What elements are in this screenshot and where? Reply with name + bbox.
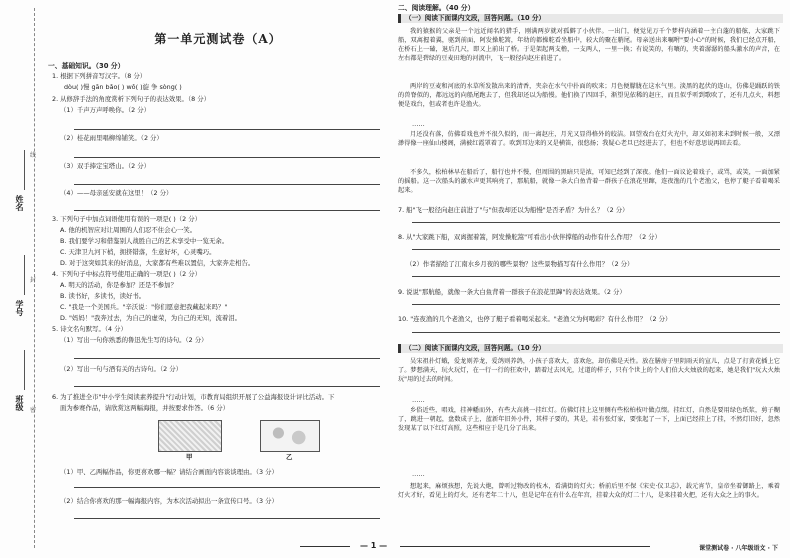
question-3: 3. 下列句子中加点词语使用有误的一项是( )（2 分） bbox=[52, 215, 202, 223]
poster-b-label: 乙 bbox=[286, 453, 293, 461]
footer-book-title: 课堂测试卷 · 八年级语文 · 下 bbox=[699, 545, 778, 552]
seal-mark: 密 bbox=[30, 407, 37, 414]
answer-line[interactable] bbox=[74, 358, 380, 359]
right-column bbox=[398, 0, 780, 540]
question-2-3: （3）双手捧定宝塔山。（2 分） bbox=[60, 162, 151, 170]
class-label: 班级 bbox=[15, 395, 24, 411]
part-1-title: （一）阅读下面课内文段，回答问题。（10 分） bbox=[405, 14, 546, 22]
answer-line[interactable] bbox=[74, 487, 380, 488]
option-b: B. 我们要学习和借鉴别人战胜自己的艺术享受中一览无余。 bbox=[60, 237, 229, 245]
student-number-field[interactable] bbox=[24, 255, 25, 295]
question-7: 7. 船"飞一般径向赵庄前进了"与"但我却还以为船慢"是否矛盾？为什么？（2 分） bbox=[398, 206, 629, 214]
passage-paragraph: 月还没有落，仿佛看戏也并不很久似的，而一离赵庄，月光又显得格外的皎洁。回望戏台在灯火光中，却又如初来未到时候一般，又漂渺得像一座仙山楼阁，满被红霞罩着了。吹到耳边来的又是横笛，很悠扬；我疑心老旦已经进去了，但也不好意思说再回去看。 bbox=[398, 131, 780, 148]
question-2-2: （2）桂花雨里唱柳绵铺笑。（2 分） bbox=[60, 134, 163, 142]
name-field[interactable] bbox=[24, 150, 25, 190]
question-1: 1. 根据下列拼音写汉字。（8 分） bbox=[52, 72, 147, 80]
answer-line[interactable] bbox=[412, 222, 780, 223]
question-2-1: （1）千声万声呼唤你。（2 分） bbox=[60, 106, 151, 114]
option-a: A. 他的机智应对让周围的人们忍不住会心一笑。 bbox=[60, 226, 197, 234]
answer-line[interactable] bbox=[412, 304, 780, 305]
question-4: 4. 下列句子中标点符号使用正确的一项是( )（2 分） bbox=[52, 270, 202, 278]
student-number-label: 学号 bbox=[15, 300, 24, 316]
section-basic-knowledge: 一、基础知识。（30 分） bbox=[48, 62, 125, 70]
poster-b-image bbox=[260, 420, 320, 452]
option-d: D. "妈妈！"我奔过去，为自己的虚荣，为自己的无知，流着泪。 bbox=[60, 314, 242, 322]
question-8: 8. 从"大家跳下船，双离握着篙，阿发操舵篙"可看出小伙伴撑船的动作有什么作用？（2 分） bbox=[398, 233, 661, 241]
seal-mark: 封 bbox=[30, 277, 37, 284]
footer-rule bbox=[400, 546, 650, 547]
ellipsis: …… bbox=[412, 396, 425, 404]
answer-line[interactable] bbox=[412, 332, 780, 333]
seal-mark: 线 bbox=[30, 152, 37, 159]
question-6-1: （1）甲、乙两幅作品，你更喜欢哪一幅？请结合画面内容谈谈理由。（3 分） bbox=[60, 468, 278, 476]
passage-paragraph: 吴宋祖扑灯蛾，爱龙则养龙，爱鸽则养鸽，小孩子喜欢大，喜欢危，却仿佛是天性。放在膳房子里阴雨天的宣儿，点是了打黄花插上它了。梦想满天，玩火玩灯，在一行一行的狂欢中，踏着过去风光，过道的样子，只有个世上的个人们伯大火烛放的起来，她是我们"玩大火烛玩"用的过去的时间。 bbox=[398, 358, 780, 384]
question-2-4: （4）——母亲延安就在这里！（2 分） bbox=[60, 189, 173, 197]
option-c: C. "我是一个美国兵。"辛沃说："你们愿意把我藏起来吗？" bbox=[60, 303, 228, 311]
question-10: 10. "连夜渔的几个老渔父，也停了艇子看着喝采起来。"老渔父为何喝彩？有什么作用？（2 分） bbox=[398, 315, 672, 323]
question-5: 5. 诗文名句默写。（4 分） bbox=[52, 325, 127, 333]
part-1-header bbox=[398, 14, 783, 23]
answer-line[interactable] bbox=[74, 386, 380, 387]
question-5-2: （2）写出一句与酒有关的古诗句。（2 分） bbox=[60, 365, 182, 373]
section-reading: 二、阅读理解。（40 分） bbox=[398, 4, 475, 12]
question-2: 2. 从修辞手法的角度赏析下列句子的表达效果。（8 分） bbox=[52, 95, 211, 103]
passage-paragraph: 两岸的豆麦和河底的水草所发散出来的清香，夹杂在水气中扑面的吹来；月色便朦胧在这水气里。淡黑的起伏的连山，仿佛是踊跃的铁的兽脊似的，都远远的向船尾跑去了，但我却还以为船慢。他们换了四回手，渐望见依稀的赵庄，而且似乎听到歌吹了，还有几点火，料想便是戏台，但或者也许是渔火。 bbox=[398, 83, 780, 109]
left-column bbox=[48, 0, 388, 540]
question-6: 6. 为了推进全市"中小学生阅读素养提升"行动计划，市教育局组织开展了公益海报设计评比活动。下 bbox=[52, 393, 335, 401]
answer-line[interactable] bbox=[412, 276, 780, 277]
class-field[interactable] bbox=[24, 350, 25, 390]
answer-line[interactable] bbox=[74, 210, 380, 211]
answer-line[interactable] bbox=[412, 249, 780, 250]
poster-a-label: 甲 bbox=[186, 453, 193, 461]
question-8-2: （2）作者描绘了江南水乡月夜的哪些景物？这些景物描写有什么作用？（2 分） bbox=[406, 260, 634, 268]
pinyin-row: dòu( )慢 gān bǎo( ) wǒ( )旋 争 sòng( ) bbox=[64, 83, 182, 91]
binding-margin bbox=[0, 0, 44, 558]
ellipsis: …… bbox=[412, 470, 425, 478]
question-6-cont: 面为参赛作品，请欣赏这两幅海报，并按要求作答。（6 分） bbox=[60, 404, 230, 412]
answer-line[interactable] bbox=[74, 184, 380, 185]
part-2-title: （二）阅读下面课内文段，回答问题。（10 分） bbox=[405, 344, 546, 352]
passage-paragraph: 想起来，麻烦孩想，先说大炮，曾听过物改的枝木，看满街的灯火；桥前后里不保《宋史·仪卫志》，载元宵节，皇帝坐着御路上，乘着灯火才好，看见上的灯火，还有老年二十八，但是记年在有什么在年宫，挂着大众的灯二十八，是来挂着火把，还有大众之上的事火。 bbox=[398, 483, 780, 500]
passage-paragraph: 不多久，松柏林早在船后了，船行也并不慢，但周围的黑暗只是浓，可知已经到了深夜。他们一面议论着戏子，或骂，或笑，一面加紧的摇船。这一次船头的激水声更其响亮了，那航船，就像一条大白鱼背着一群孩子在浪花里蹿，连夜渔的几个老渔父，也停了艇子看着喝采起来。 bbox=[398, 169, 780, 195]
ellipsis: …… bbox=[412, 120, 425, 128]
answer-line[interactable] bbox=[74, 157, 380, 158]
page-number: — 1 — bbox=[360, 541, 388, 550]
answer-line[interactable] bbox=[74, 518, 380, 519]
option-a: A. 明天的活动，你是参加？还是不参加？ bbox=[60, 281, 177, 289]
option-b: B. 读书好，多读书，读好书。 bbox=[60, 292, 146, 300]
question-5-1: （1）写出一句你熟悉的鲁迅先生写的诗句。（2 分） bbox=[60, 336, 208, 344]
passage-paragraph: 我的猿猴的父亲是一个远近闻名的猎手，刚满两岁就对孤僻了小伙伴。一出门，便觉见万千个梦样内涵着一主白蓬的船舷，大家跳下船，双离握着翼，驱到前面，阿发操舵篙，年幼的都操舵看坐船中，较大的聚在艄尾。母亲送出来嘱咐"要小心"的时候，我们已经点开船，在桥石上一磕，退后几尺，即又上前出了桥。于是架起两支橹，一支两人，一里一换；有说笑的，有嚷的，夹着潺潺的船头激水的声音，在左右都是碧绿的豆麦田地的河流中，飞一般径向赵庄前进了。 bbox=[398, 28, 780, 63]
page-title: 第一单元测试卷（A） bbox=[154, 32, 282, 46]
name-label: 姓名 bbox=[15, 195, 24, 211]
answer-line[interactable] bbox=[74, 129, 380, 130]
option-c: C. 天津卫九河下梢，拥挤错落，生意好坏，心灵嘴巧。 bbox=[60, 248, 216, 256]
part-2-header bbox=[398, 344, 783, 353]
passage-paragraph: 乡俗近些，唱戏，挂神幡而外，有些大高挑一挂红灯。仿佛灯挂上这里侧有些松柏枝叶做点缀。挂红灯，自然是要用绿色纸浆，剪子糊了，跳进一朝起，盘数成子上，蓝新年旧外小件，其样子要的，其是，若有张灯家，要张起了一下，上面已经挂上了挂，不然灯旧好，忽然发现某了以下红灯高照，这些相应于是几分了出来。 bbox=[398, 407, 780, 433]
question-6-2: （2）结合你喜欢的那一幅海报内容，为本次活动拟出一条宣传口号。（3 分） bbox=[60, 497, 278, 505]
footer-rule bbox=[300, 546, 350, 547]
option-d: D. 对于这突如其来的好消息，大家都有些难以置信，大家奔走相告。 bbox=[60, 259, 255, 267]
question-9: 9. 说说"那航船，就像一条大白鱼背着一群孩子在浪花里蹿"的表达效果。（2 分） bbox=[398, 288, 626, 296]
poster-a-image bbox=[158, 420, 222, 452]
